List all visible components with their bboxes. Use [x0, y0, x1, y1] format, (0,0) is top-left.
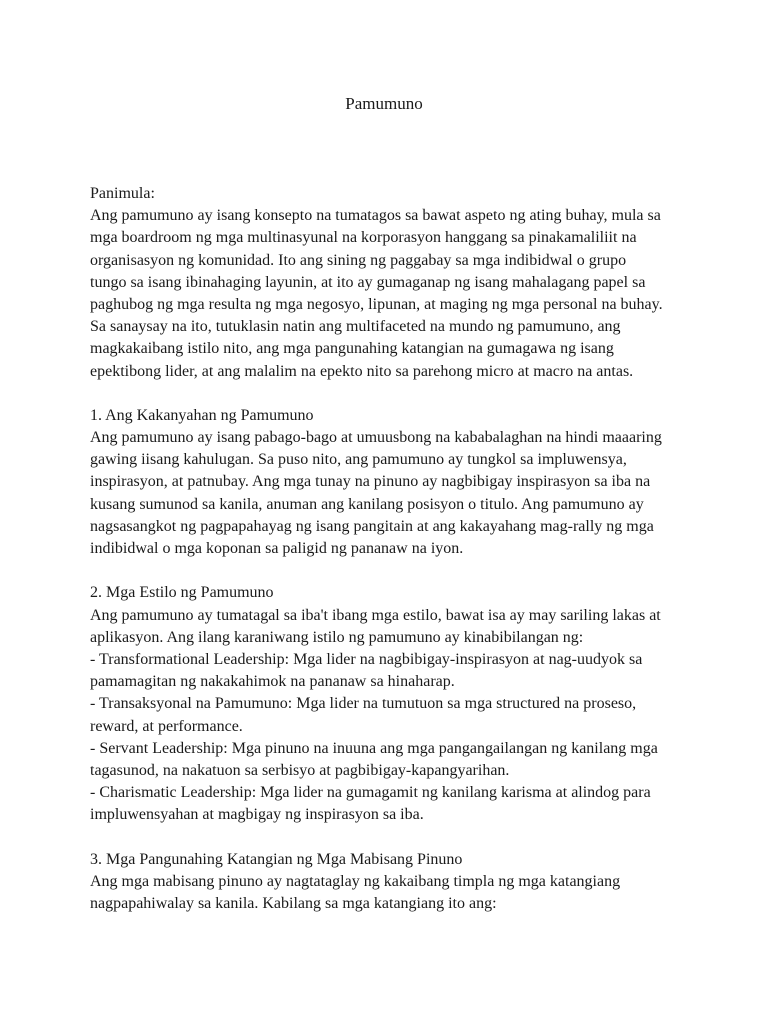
paragraph-line: paghubog ng mga resulta ng mga negosyo, lipunan, at maging ng mga personal na buhay.	[90, 295, 663, 313]
paragraph-line: Ang pamumuno ay isang pabago-bago at umuusbong na kababalaghan na hindi maaaring	[90, 429, 662, 447]
paragraph-line: nagsasangkot ng pagpapahayag ng isang pangitain at ang kakayahang mag-rally ng mga	[90, 517, 654, 535]
section-heading: Panimula:	[90, 185, 155, 202]
paragraph-line: gawing iisang kahulugan. Sa puso nito, ang pamumuno ay tungkol sa impluwensya,	[90, 451, 627, 469]
paragraph-line: Ang pamumuno ay tumatagal sa iba't ibang mga estilo, bawat isa ay may sariling lakas at	[90, 606, 661, 624]
list-item-line: reward, at performance.	[90, 717, 243, 735]
list-item-line: impluwensyahan at magbigay ng inspirasyon sa iba.	[90, 806, 424, 824]
section-heading: 2. Mga Estilo ng Pamumuno	[90, 584, 274, 602]
list-item-line: - Charismatic Leadership: Mga lider na gumagamit ng kanilang karisma at alindog para	[90, 784, 651, 802]
paragraph-line: kusang sumunod sa kanila, anuman ang kanilang posisyon o titulo. Ang pamumuno ay	[90, 495, 644, 513]
document-title: Pamumuno	[345, 94, 423, 113]
paragraph-line: Ang mga mabisang pinuno ay nagtataglay ng kakaibang timpla ng mga katangiang	[90, 872, 621, 890]
paragraph-line: mga boardroom ng mga multinasyunal na korporasyon hanggang sa pinakamaliliit na	[90, 229, 637, 247]
paragraph-line: organisasyon ng komunidad. Ito ang sining ng paggabay sa mga indibidwal o grupo	[90, 251, 627, 269]
section-heading: 3. Mga Pangunahing Katangian ng Mga Mabisang Pinuno	[90, 850, 463, 868]
list-item-line: - Transaksyonal na Pamumuno: Mga lider na tumutuon sa mga structured na proseso,	[90, 695, 637, 713]
list-item-line: pamamagitan ng nakakahimok na pananaw sa hinaharap.	[90, 673, 455, 691]
paragraph-line: tungo sa isang ibinahaging layunin, at ito ay gumaganap ng isang mahalagang papel sa	[90, 273, 646, 291]
section-essence-of-leadership	[90, 405, 690, 560]
list-item-line: tagasunod, na nakatuon sa serbisyo at pagbibigay-kapangyarihan.	[90, 761, 510, 779]
section-introduction	[90, 183, 690, 383]
paragraph-line: nagpapahiwalay sa kanila. Kabilang sa mga katangiang ito ang:	[90, 895, 497, 912]
section-leadership-styles	[90, 582, 690, 826]
paragraph-line: Sa sanaysay na ito, tutuklasin natin ang multifaceted na mundo ng pamumuno, ang	[90, 318, 621, 336]
section-key-qualities	[90, 849, 690, 916]
paragraph-spacer	[90, 383, 690, 405]
paragraph-spacer	[90, 826, 690, 848]
paragraph-line: magkakaibang istilo nito, ang mga pangunahing katangian na gumagawa ng isang	[90, 340, 614, 358]
list-item-line: - Transformational Leadership: Mga lider na nagbibigay-inspirasyon at nag-uudyok sa	[90, 650, 643, 668]
paragraph-line: epektibong lider, at ang malalim na epekto nito sa parehong micro at macro na antas.	[90, 362, 634, 380]
list-item-line: - Servant Leadership: Mga pinuno na inuuna ang mga pangangailangan ng kanilang mga	[90, 739, 658, 757]
paragraph-line: Ang pamumuno ay isang konsepto na tumatagos sa bawat aspeto ng ating buhay, mula sa	[90, 207, 661, 225]
paragraph-spacer	[90, 560, 690, 582]
document-body	[90, 183, 690, 915]
paragraph-line: inspirasyon, at patnubay. Ang mga tunay na pinuno ay nagbibigay inspirasyon sa iba na	[90, 473, 651, 491]
paragraph-line: indibidwal o mga koponan sa paligid ng pananaw na iyon.	[90, 540, 464, 557]
paragraph-line: aplikasyon. Ang ilang karaniwang istilo ng pamumuno ay kinabibilangan ng:	[90, 628, 584, 646]
section-heading: 1. Ang Kakanyahan ng Pamumuno	[90, 406, 314, 424]
